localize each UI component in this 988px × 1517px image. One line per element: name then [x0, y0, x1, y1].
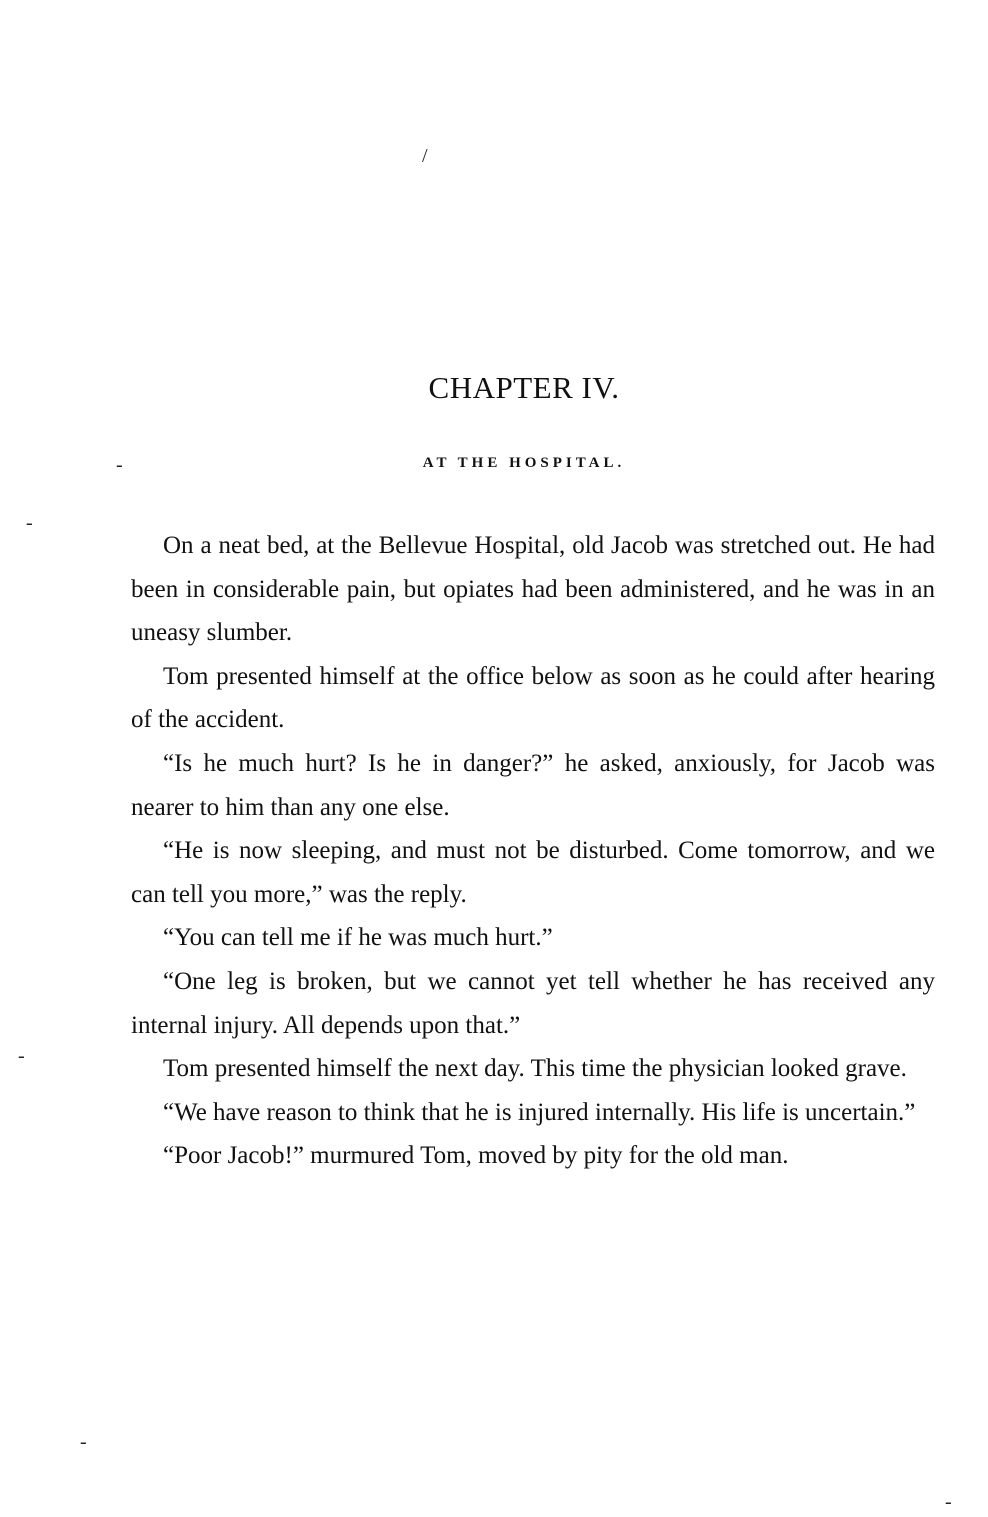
chapter-body — [131, 524, 935, 1178]
paragraph: “He is now sleeping, and must not be disturbed. Come tomorrow, and we can tell you more,” was the reply. — [131, 837, 935, 908]
stray-mark: - — [18, 1045, 25, 1067]
stray-mark: - — [80, 1431, 87, 1453]
stray-mark: / — [422, 145, 428, 167]
paragraph: Tom presented himself the next day. This time the physician looked grave. — [163, 1055, 907, 1083]
paragraph: On a neat bed, at the Bellevue Hospital, old Jacob was stretched out. He had been in considerable pain, but opiates had been administered, and he was in an uneasy slumber. — [131, 532, 935, 647]
chapter-subtitle: AT THE HOSPITAL. — [422, 455, 626, 471]
stray-mark: - — [116, 454, 123, 476]
stray-mark: - — [26, 512, 33, 534]
paragraph: Tom presented himself at the office below as soon as he could after hearing of the accident. — [131, 662, 935, 734]
paragraph: “Is he much hurt? Is he in danger?” he asked, anxiously, for Jacob was nearer to him than any one else. — [131, 749, 935, 821]
paragraph: “One leg is broken, but we cannot yet tell whether he has received any internal injury. All depends upon that.” — [131, 967, 935, 1039]
paragraph: “You can tell me if he was much hurt.” — [163, 924, 553, 952]
paragraph: “Poor Jacob!” murmured Tom, moved by pity for the old man. — [163, 1142, 789, 1170]
paragraph: “We have reason to think that he is injured internally. His life is uncertain.” — [163, 1098, 916, 1126]
stray-mark: - — [945, 1491, 952, 1513]
chapter-title: CHAPTER IV. — [428, 370, 620, 405]
